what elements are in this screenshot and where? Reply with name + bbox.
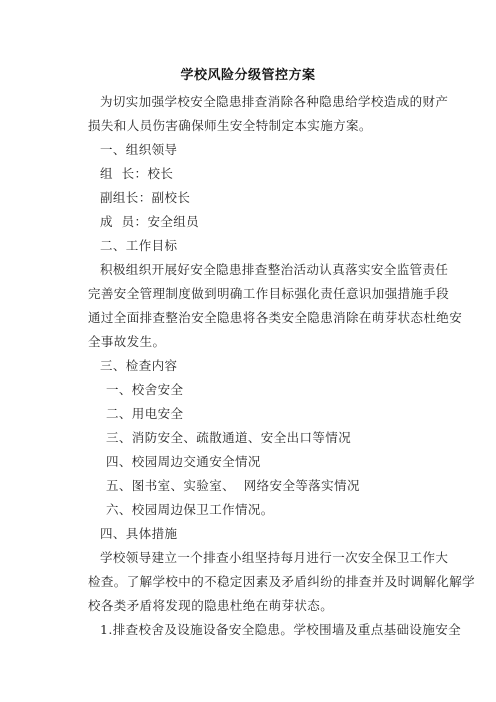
inspection-item-6: 六、校园周边保卫工作情况。 — [106, 502, 274, 517]
goals-line-1: 积极组织开展好安全隐患排查整治活动认真落实安全监管责任 — [100, 262, 449, 277]
measures-line-3: 校各类矛盾将发现的隐患杜绝在萌芽状态。 — [88, 598, 334, 613]
goals-line-2: 完善安全管理制度做到明确工作目标强化责任意识加强措施手段 — [88, 286, 450, 301]
leader-item: 组 长：校长 — [100, 166, 174, 181]
inspection-item-5: 五、图书室、实验室、 网络安全等落实情况 — [106, 478, 360, 493]
measures-line-2: 检查。了解学校中的不稳定因素及矛盾纠纷的排查并及时调解化解学 — [88, 574, 476, 589]
measures-line-4: 1.排查校舍及设施设备安全隐患。学校围墙及重点基础设施安全 — [100, 622, 462, 637]
deputy-leader-item: 副组长：副校长 — [100, 190, 191, 205]
intro-line-1: 为切实加强学校安全隐患排查消除各种隐患给学校造成的财产 — [100, 94, 449, 109]
document-title: 学校风险分级管控方案 — [180, 68, 316, 83]
inspection-item-2: 二、用电安全 — [106, 406, 184, 421]
section-heading-organization: 一、组织领导 — [100, 142, 178, 157]
inspection-item-1: 一、校舍安全 — [106, 382, 184, 397]
goals-line-3: 通过全面排查整治安全隐患将各类安全隐患消除在萌芽状态杜绝安 — [88, 310, 463, 325]
measures-line-1: 学校领导建立一个排查小组坚持每月进行一次安全保卫工作大 — [100, 550, 449, 565]
section-heading-inspection: 三、检查内容 — [100, 358, 178, 373]
section-heading-measures: 四、具体措施 — [100, 526, 178, 541]
inspection-item-4: 四、校园周边交通安全情况 — [106, 454, 261, 469]
inspection-item-3: 三、消防安全、疏散通道、安全出口等情况 — [106, 430, 352, 445]
members-item: 成 员：安全组员 — [100, 214, 200, 229]
intro-line-2: 损失和人员伤害确保师生安全特制定本实施方案。 — [88, 118, 372, 133]
goals-line-4: 全事故发生。 — [88, 334, 166, 349]
section-heading-goals: 二、工作目标 — [100, 238, 178, 253]
